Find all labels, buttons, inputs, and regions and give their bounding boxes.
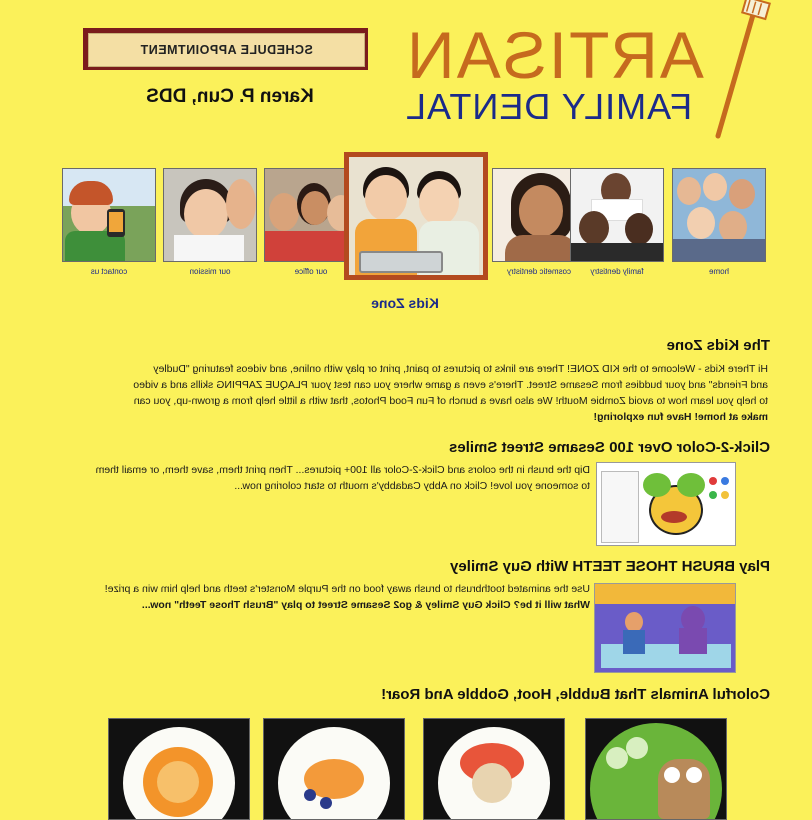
schedule-appointment-button[interactable] — [83, 28, 368, 70]
nav-item-kids-zone[interactable] — [344, 152, 488, 280]
nav-label: family dentistry — [590, 267, 644, 276]
nav-item-family-dentistry[interactable] — [570, 168, 664, 276]
guy-smiley-game-thumbnail[interactable] — [594, 583, 736, 673]
section-title-colorful-animals: Colorful Animals That Bubble, Hoot, Gobble And Roar! — [381, 686, 770, 703]
nav-label: contact us — [90, 267, 128, 276]
food-photo-fish[interactable] — [263, 718, 405, 820]
section-text-click-2-color: Dip the brush in the colors and Click-2-Color all 100+ pictures... Then print them, save them, or email them to someone you love! Click on Abby Cadabby's mouth to start coloring now... — [95, 464, 590, 492]
photo-family-three-icon — [570, 168, 664, 262]
food-photo-owl[interactable] — [585, 718, 727, 820]
food-photo-lion[interactable] — [108, 718, 250, 820]
photo-kids-tablet-icon — [344, 152, 488, 280]
logo-family-dental[interactable]: FAMILY DENTAL — [405, 86, 693, 127]
toothbrush-icon — [700, 0, 772, 140]
nav-item-home[interactable] — [672, 168, 766, 276]
food-photo-turkey[interactable] — [423, 718, 565, 820]
doctor-name: Karen P. Cun, DDS — [146, 86, 314, 107]
photo-group-smile-icon — [672, 168, 766, 262]
photo-girl-smile-icon — [163, 168, 257, 262]
page-title: The Kids Zone — [666, 337, 770, 354]
abby-cadabby-coloring-thumbnail[interactable] — [596, 462, 736, 546]
intro-paragraph: Hi There Kids - Welcome to the KID ZONE! There are links to pictures to paint, print or play with online, and videos featuring "Dudley and Friends" and your buddies from Sesame Street. There's even a game where you can test your PLAQUE ZAPPING skills and a video to help you learn how to avoid Zombie Mouth! We also have a bunch of Fun Food Photos, that with a little help from a grown-up, you can make at home! Have fun exploring! — [133, 363, 768, 423]
section-text-brush-those-teeth: Use the animated toothbrush to brush away food on the Purple Monster's teeth and help him win a prize! What will it be? Click Guy Smiley & go2 Sesame Street to play "Brush Those Teeth" now... — [104, 583, 590, 611]
nav-item-contact-us[interactable] — [62, 168, 156, 276]
schedule-appointment-label: SCHEDULE APPOINTMENT — [88, 33, 365, 67]
section-title-click-2-color[interactable]: Click-2-Color Over 100 Sesame Street Smiles — [449, 439, 770, 456]
nav-label: cosmetic dentistry — [506, 267, 572, 276]
nav-item-our-mission[interactable] — [163, 168, 257, 276]
photo-boy-phone-icon — [62, 168, 156, 262]
logo-artisan[interactable]: ARTISAN — [405, 18, 704, 92]
section-title-brush-those-teeth[interactable]: Play BRUSH THOSE TEETH With Guy Smiley — [450, 558, 770, 575]
nav-label: our office — [294, 267, 328, 276]
nav-label: home — [709, 267, 730, 276]
photo-navigation — [62, 168, 768, 288]
nav-label: our mission — [189, 267, 231, 276]
active-nav-label: Kids Zone — [371, 295, 439, 311]
